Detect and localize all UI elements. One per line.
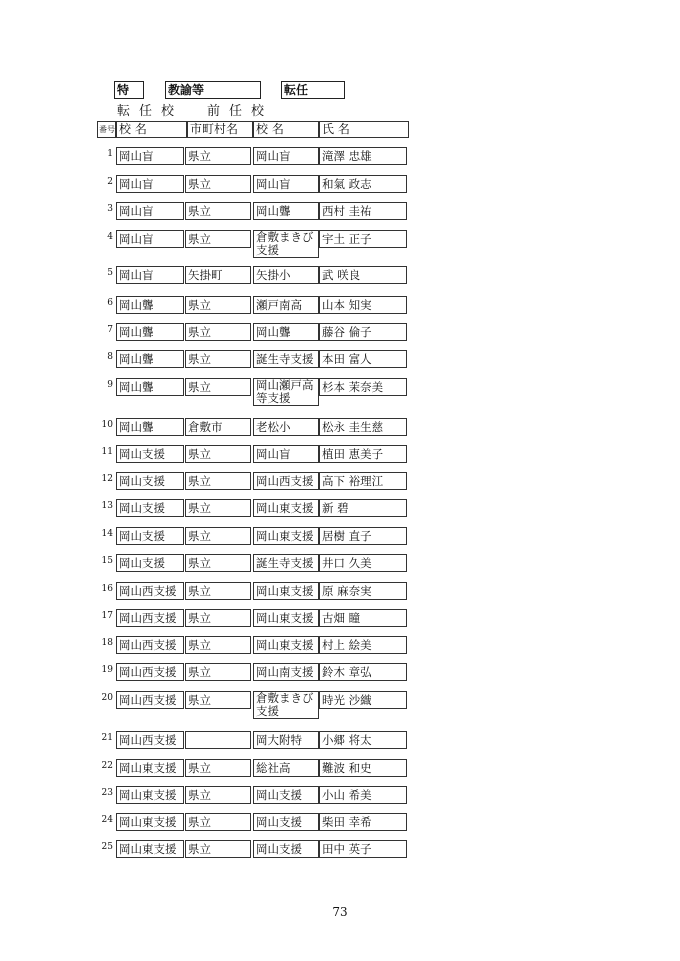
row-number: 20 — [101, 693, 113, 703]
from-school-cell: 岡山盲 — [253, 147, 319, 165]
to-school-cell: 岡山盲 — [116, 175, 184, 193]
city-cell: 県立 — [185, 582, 251, 600]
name-cell: 藤谷 倫子 — [319, 323, 407, 341]
city-cell: 倉敷市 — [185, 418, 251, 436]
name-cell: 滝澤 忠雄 — [319, 147, 407, 165]
to-school-cell: 岡山聾 — [116, 378, 184, 396]
row-number: 25 — [101, 842, 113, 852]
from-school-cell: 岡山支援 — [253, 840, 319, 858]
row-number: 24 — [101, 815, 113, 825]
to-school-cell: 岡山聾 — [116, 296, 184, 314]
name-cell: 本田 富人 — [319, 350, 407, 368]
city-cell: 県立 — [185, 175, 251, 193]
to-school-cell: 岡山東支援 — [116, 786, 184, 804]
city-cell: 県立 — [185, 445, 251, 463]
city-cell — [185, 731, 251, 749]
from-school-cell: 岡大附特 — [253, 731, 319, 749]
from-school-cell: 矢掛小 — [253, 266, 319, 284]
to-school-cell: 岡山支援 — [116, 499, 184, 517]
name-cell: 小山 希美 — [319, 786, 407, 804]
row-number: 9 — [107, 380, 113, 390]
name-cell: 鈴木 章弘 — [319, 663, 407, 681]
city-cell: 県立 — [185, 554, 251, 572]
to-school-cell: 岡山支援 — [116, 527, 184, 545]
previous-school-heading: 前任校 — [207, 104, 274, 119]
to-school-cell: 岡山盲 — [116, 266, 184, 284]
name-cell: 新 碧 — [319, 499, 407, 517]
from-school-cell: 誕生寺支援 — [253, 554, 319, 572]
row-number: 19 — [101, 665, 113, 675]
col-number: 番号 — [97, 121, 116, 138]
name-cell: 高下 裕理江 — [319, 472, 407, 490]
name-cell: 松永 圭生慈 — [319, 418, 407, 436]
col-to-school: 校 名 — [116, 121, 187, 138]
from-school-cell: 岡山盲 — [253, 175, 319, 193]
from-school-cell: 岡山聾 — [253, 202, 319, 220]
name-cell: 原 麻奈実 — [319, 582, 407, 600]
from-school-cell: 岡山東支援 — [253, 499, 319, 517]
city-cell: 県立 — [185, 786, 251, 804]
to-school-cell: 岡山聾 — [116, 323, 184, 341]
city-cell: 県立 — [185, 840, 251, 858]
city-cell: 県立 — [185, 813, 251, 831]
page-number: 73 — [332, 905, 348, 919]
to-school-cell: 岡山西支援 — [116, 691, 184, 709]
to-school-cell: 岡山聾 — [116, 350, 184, 368]
name-cell: 植田 恵美子 — [319, 445, 407, 463]
from-school-cell: 岡山支援 — [253, 786, 319, 804]
to-school-cell: 岡山盲 — [116, 202, 184, 220]
row-number: 17 — [101, 611, 113, 621]
from-school-cell: 岡山東支援 — [253, 527, 319, 545]
name-cell: 井口 久美 — [319, 554, 407, 572]
row-number: 21 — [101, 733, 113, 743]
name-cell: 宇土 正子 — [319, 230, 407, 248]
row-number: 22 — [101, 761, 113, 771]
name-cell: 難波 和史 — [319, 759, 407, 777]
to-school-cell: 岡山聾 — [116, 418, 184, 436]
name-cell: 小郷 将太 — [319, 731, 407, 749]
position-box: 教諭等 — [165, 81, 261, 99]
name-cell: 古畑 瞳 — [319, 609, 407, 627]
row-number: 11 — [101, 447, 113, 457]
city-cell: 県立 — [185, 609, 251, 627]
city-cell: 県立 — [185, 378, 251, 396]
name-cell: 山本 知実 — [319, 296, 407, 314]
from-school-cell: 瀬戸南高 — [253, 296, 319, 314]
to-school-cell: 岡山支援 — [116, 554, 184, 572]
city-cell: 県立 — [185, 499, 251, 517]
name-cell: 武 咲良 — [319, 266, 407, 284]
row-number: 8 — [107, 352, 113, 362]
from-school-cell: 岡山聾 — [253, 323, 319, 341]
from-school-cell: 岡山盲 — [253, 445, 319, 463]
city-cell: 県立 — [185, 323, 251, 341]
city-cell: 県立 — [185, 663, 251, 681]
city-cell: 県立 — [185, 350, 251, 368]
col-name: 氏 名 — [319, 121, 409, 138]
city-cell: 県立 — [185, 230, 251, 248]
row-number: 23 — [101, 788, 113, 798]
to-school-cell: 岡山西支援 — [116, 636, 184, 654]
city-cell: 県立 — [185, 472, 251, 490]
from-school-cell: 岡山支援 — [253, 813, 319, 831]
to-school-cell: 岡山東支援 — [116, 840, 184, 858]
type-box: 転任 — [281, 81, 345, 99]
to-school-cell: 岡山盲 — [116, 230, 184, 248]
city-cell: 県立 — [185, 759, 251, 777]
row-number: 4 — [107, 232, 113, 242]
from-school-cell: 岡山南支援 — [253, 663, 319, 681]
to-school-cell: 岡山西支援 — [116, 582, 184, 600]
city-cell: 県立 — [185, 147, 251, 165]
row-number: 12 — [101, 474, 113, 484]
name-cell: 居樹 直子 — [319, 527, 407, 545]
row-number: 18 — [101, 638, 113, 648]
city-cell: 県立 — [185, 296, 251, 314]
row-number: 6 — [107, 298, 113, 308]
to-school-cell: 岡山西支援 — [116, 663, 184, 681]
transfer-school-heading: 転任校 — [117, 104, 184, 119]
to-school-cell: 岡山西支援 — [116, 731, 184, 749]
city-cell: 県立 — [185, 202, 251, 220]
to-school-cell: 岡山支援 — [116, 472, 184, 490]
to-school-cell: 岡山支援 — [116, 445, 184, 463]
from-school-cell: 倉敷まきび支援 — [253, 691, 319, 719]
row-number: 1 — [107, 149, 113, 159]
from-school-cell: 岡山西支援 — [253, 472, 319, 490]
from-school-cell: 誕生寺支援 — [253, 350, 319, 368]
name-cell: 和氣 政志 — [319, 175, 407, 193]
from-school-cell: 岡山東支援 — [253, 609, 319, 627]
name-cell: 柴田 幸希 — [319, 813, 407, 831]
row-number: 16 — [101, 584, 113, 594]
city-cell: 矢掛町 — [185, 266, 251, 284]
to-school-cell: 岡山東支援 — [116, 759, 184, 777]
city-cell: 県立 — [185, 691, 251, 709]
name-cell: 杉本 茉奈美 — [319, 378, 407, 396]
from-school-cell: 老松小 — [253, 418, 319, 436]
city-cell: 県立 — [185, 636, 251, 654]
from-school-cell: 総社高 — [253, 759, 319, 777]
row-number: 3 — [107, 204, 113, 214]
name-cell: 村上 絵美 — [319, 636, 407, 654]
row-number: 13 — [101, 501, 113, 511]
from-school-cell: 岡山瀬戸高等支援 — [253, 378, 319, 406]
row-number: 2 — [107, 177, 113, 187]
row-number: 14 — [101, 529, 113, 539]
col-city: 市町村名 — [187, 121, 253, 138]
to-school-cell: 岡山東支援 — [116, 813, 184, 831]
name-cell: 時光 沙織 — [319, 691, 407, 709]
to-school-cell: 岡山西支援 — [116, 609, 184, 627]
to-school-cell: 岡山盲 — [116, 147, 184, 165]
from-school-cell: 倉敷まきび支援 — [253, 230, 319, 258]
row-number: 7 — [107, 325, 113, 335]
city-cell: 県立 — [185, 527, 251, 545]
from-school-cell: 岡山東支援 — [253, 582, 319, 600]
row-number: 10 — [101, 420, 113, 430]
category-box: 特 — [114, 81, 144, 99]
from-school-cell: 岡山東支援 — [253, 636, 319, 654]
name-cell: 西村 圭祐 — [319, 202, 407, 220]
row-number: 5 — [107, 268, 113, 278]
name-cell: 田中 英子 — [319, 840, 407, 858]
row-number: 15 — [101, 556, 113, 566]
col-from-school: 校 名 — [253, 121, 319, 138]
